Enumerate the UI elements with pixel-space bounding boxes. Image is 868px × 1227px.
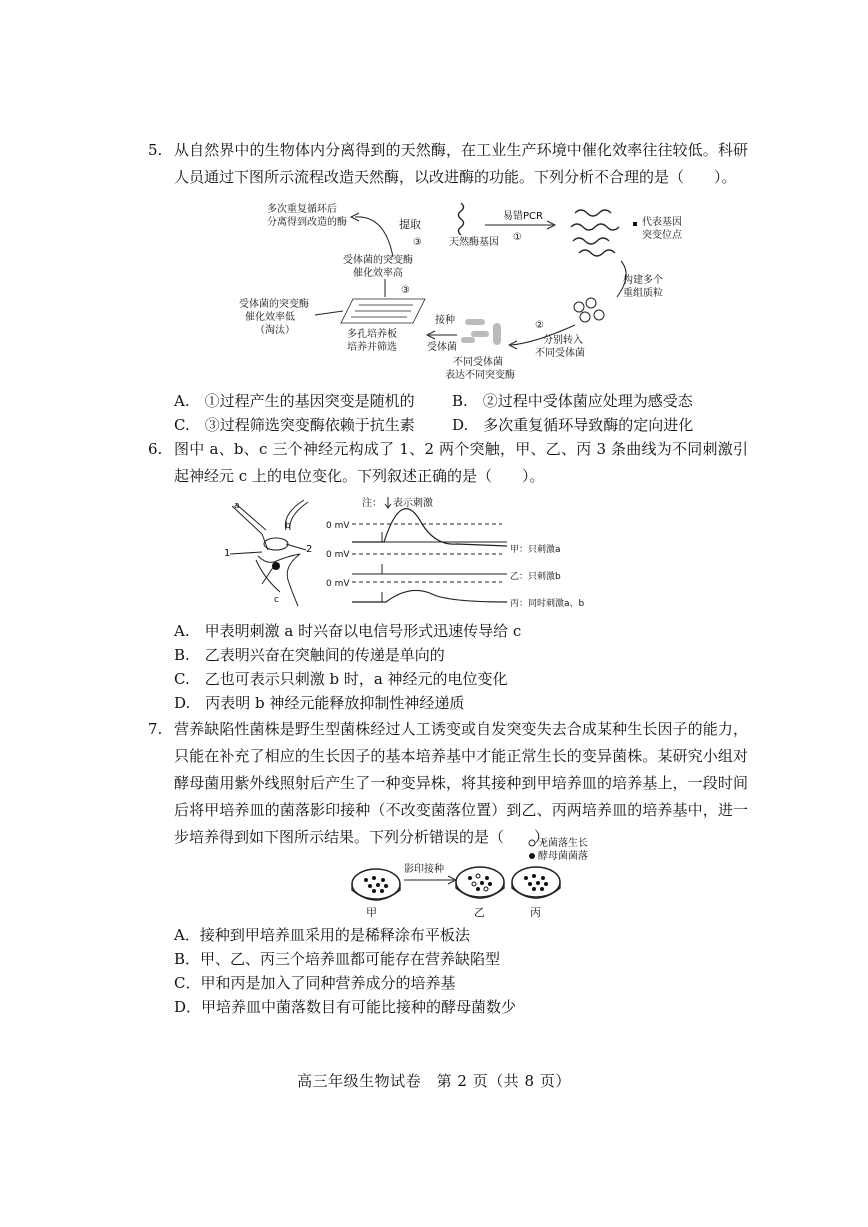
option-7a: A．接种到甲培养皿采用的是稀释涂布平板法 [174,926,470,944]
step3-label: ③ [413,237,422,248]
option-6d: D. 丙表明 b 神经元能释放抑制性神经递质 [174,694,465,712]
option-6b: B. 乙表明兴奋在突触间的传递是单向的 [174,646,445,664]
replica-plating-figure [348,836,608,920]
curve-bing-label: 丙：同时刺激a、b [510,599,585,609]
dish-bing-label: 丙 [530,906,541,919]
step2-label: ② [535,320,544,331]
question-number: 7. [148,720,163,738]
zero-mv-3: 0 mV [326,579,350,589]
enzyme-evolution-figure [235,195,715,385]
option-7b: B．甲、乙、丙三个培养皿都可能存在营养缺陷型 [174,950,501,968]
label-2: 2 [306,544,313,555]
question-number: 5. [148,141,163,159]
dish-jia [352,869,400,900]
nucleus-icon [272,562,280,570]
transfer-label: 分别转入 [543,335,583,346]
express-label-2: 表达不同突变酶 [445,370,515,381]
low-activity-label: 受体菌的突变酶 [239,299,309,310]
bacteria-icon [461,319,501,345]
question-6 [148,436,748,490]
curve-jia-label: 甲：只刺激a [510,545,561,555]
note-label: 注： [362,498,382,509]
no-growth-icon [529,840,535,846]
plasmid-circles-icon [574,298,604,322]
question-number: 6. [148,440,163,458]
option-5d: D. 多次重复循环导致酶的定向进化 [452,416,694,434]
step3b-label: ③ [401,285,410,296]
question-stem: 营养缺陷性菌株是野生型菌株经过人工诱变或自发突变失去合成某种生长因子的能力，只能在补充了相应的生长因子的基本培养基中才能正常生长的变异菌株。某研究小组对酵母菌用紫外线照射后产生了一种变异株，将其接种到甲培养皿的培养基上，一段时间后将甲培养皿的菌落影印接种（不改变菌落位置）到乙、丙两培养皿的培养基中，进一步培养得到如下图所示结果。下列分析错误的是（ ）。 [174,720,748,846]
label-1: 1 [224,548,231,559]
step1-label: ① [513,232,522,243]
option-6c: C. 乙也可表示只刺激 b 时，a 神经元的电位变化 [174,670,508,688]
dish-yi [456,867,504,898]
curve-jia [352,509,507,546]
label-c: c [274,595,279,605]
option-7d: D．甲培养皿中菌落数目有可能比接种的酵母菌数少 [174,998,517,1016]
curve-yi-label: 乙：只刺激b [510,572,561,582]
neuron-diagram-icon [230,500,308,606]
plasmid-label: 构建多个 [623,275,663,286]
mutation-label: 代表基因 [642,217,682,228]
option-5b: B. ②过程中受体菌应处理为感受态 [452,392,693,410]
mutation-label-2: 突变位点 [642,230,682,241]
curve-bing [352,590,507,602]
question-5 [148,137,748,191]
plate-label-2: 培养并筛选 [347,342,397,353]
inoculate-label-2: 受体菌 [427,342,457,353]
question-7 [148,716,748,851]
dish-bing [512,867,560,898]
high-activity-label-2: 催化效率高 [353,268,403,279]
express-label: 不同受体菌 [453,357,503,368]
option-6a: A. 甲表明刺激 a 时兴奋以电信号形式迅速传导给 c [174,622,522,640]
mutation-marker-icon [633,222,637,226]
question-stem: 图中 a、b、c 三个神经元构成了 1、2 两个突触，甲、乙、丙 3 条曲线为不同刺激引起神经元 c 上的电位变化。下列叙述正确的是（ ）。 [174,440,748,485]
high-activity-label: 受体菌的突变酶 [343,255,413,266]
error-pcr-label: 易错PCR [503,211,543,222]
extract-label: 提取 [399,218,421,231]
low-activity-label-3: （淘汰） [255,325,295,336]
plasmid-label-2: 重组质粒 [623,288,663,299]
label-b: b [285,521,291,531]
legend-colony: 酵母菌菌落 [538,851,588,862]
low-activity-label-2: 催化效率低 [245,312,295,323]
replica-label: 影印接种 [404,864,444,875]
multiwell-plate-icon [341,299,425,323]
dna-icon [459,203,464,235]
zero-mv-2: 0 mV [326,550,350,560]
question-stem: 从自然界中的生物体内分离得到的天然酶，在工业生产环境中催化效率往往较低。科研人员通过下图所示流程改造天然酶，以改进酶的功能。下列分析不合理的是（ ）。 [174,141,748,186]
page-footer: 高三年级生物试卷 第 2 页（共 8 页） [297,1072,571,1090]
mutant-genes-icon [571,210,619,256]
repeat-label: 多次重复循环后 [267,204,337,215]
inoculate-label: 接种 [435,315,455,326]
dish-jia-label: 甲 [366,906,377,919]
neuron-figure [222,494,602,614]
legend-no-growth: 无菌落生长 [538,838,588,849]
option-5c: C. ③过程筛选突变酶依赖于抗生素 [174,416,415,434]
zero-mv-1: 0 mV [326,521,350,531]
option-7c: C．甲和丙是加入了同种营养成分的培养基 [174,974,456,992]
dish-yi-label: 乙 [474,906,485,919]
label-a: a [234,501,240,511]
plate-label: 多孔培养板 [347,329,397,340]
note-text: 表示刺激 [393,498,433,509]
repeat-label-2: 分离得到改造的酶 [267,217,347,228]
natural-gene-label: 天然酶基因 [449,237,499,248]
option-5a: A. ①过程产生的基因突变是随机的 [174,392,415,410]
transfer-label-2: 不同受体菌 [535,348,585,359]
colony-icon [529,853,535,859]
